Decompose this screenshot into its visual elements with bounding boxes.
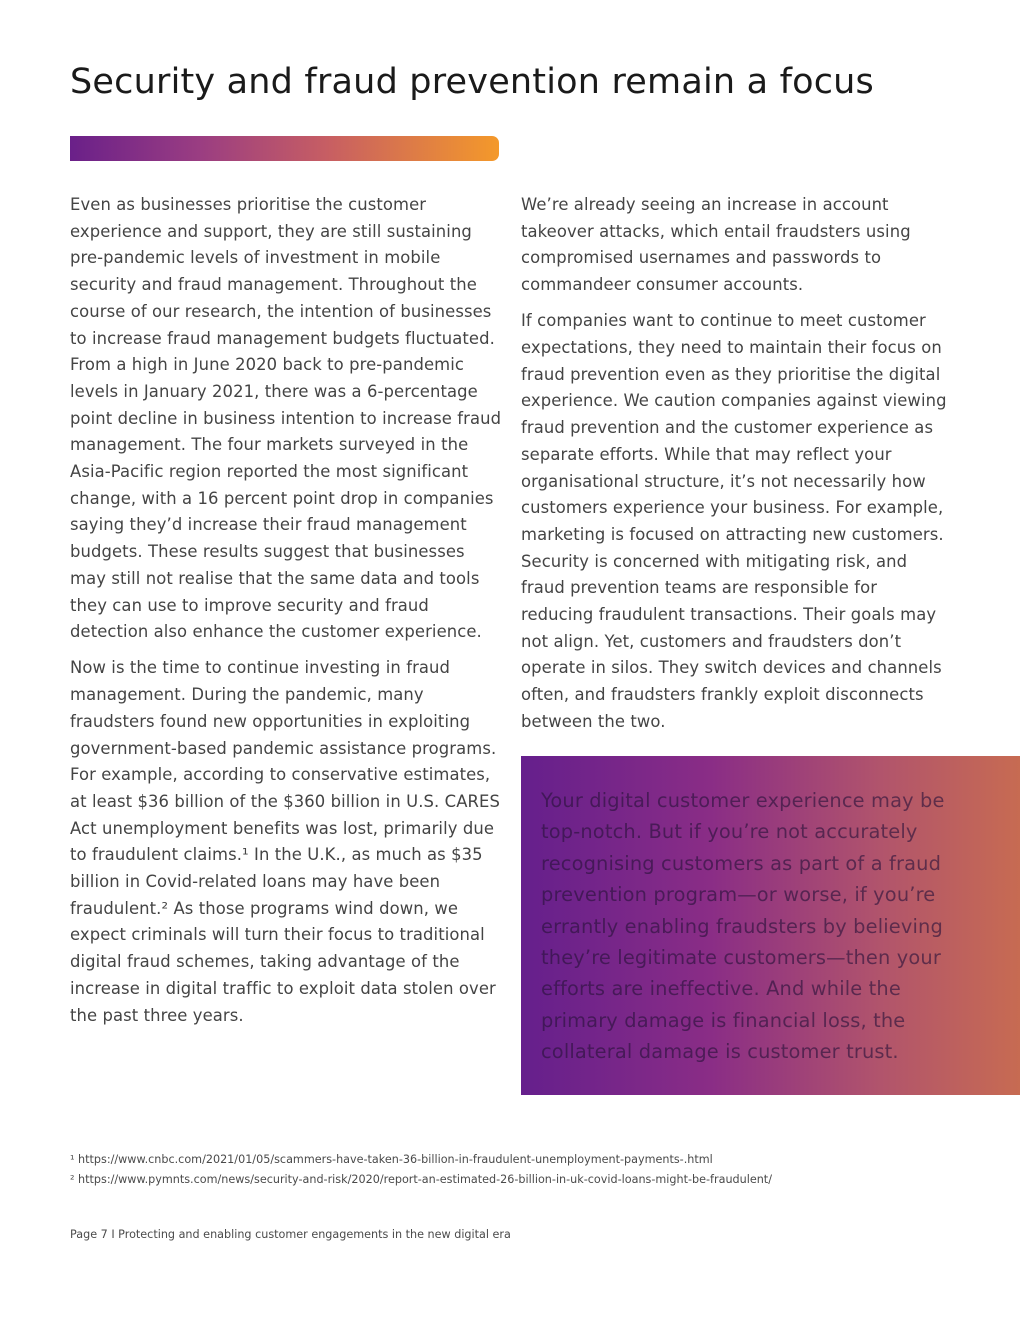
footnote: ² https://www.pymnts.com/news/security-and-risk/2020/report-an-estimated-26-billion-in-uk-covid-loans-might-be-fraudulent/ xyxy=(70,1173,772,1186)
footnote: ¹ https://www.cnbc.com/2021/01/05/scammers-have-taken-36-billion-in-fraudulent-unemployment-payments-.html xyxy=(70,1153,713,1166)
pull-quote-box xyxy=(521,756,1020,1095)
body-paragraph: Now is the time to continue investing in fraud management. During the pandemic, many fraudsters found new opportunities in exploiting government-based pandemic assistance programs. For example, according to conservative estimates, at least $36 billion of the $360 billion in U.S. CARES Act unemployment benefits was lost, primarily due to fraudulent claims.¹ In the U.K., as much as $35 billion in Covid-related loans may have been fraudulent.² As those programs wind down, we expect criminals will turn their focus to traditional digital fraud schemes, taking advantage of the increase in digital traffic to exploit data stolen over the past three years. xyxy=(70,658,500,1025)
pull-quote-text: Your digital customer experience may be top-notch. But if you’re not accurately recognising customers as part of a fraud prevention program—or worse, if you’re errantly enabling fraudsters by believing they’re legitimate customers—then your efforts are ineffective. And while the primary damage is financial loss, the collateral damage is customer trust. xyxy=(541,789,945,1064)
body-paragraph: We’re already seeing an increase in account takeover attacks, which entail fraudsters using compromised usernames and passwords to commandeer consumer accounts. xyxy=(521,195,911,295)
gradient-accent-bar xyxy=(70,136,499,161)
body-paragraph: Even as businesses prioritise the customer experience and support, they are still sustaining pre-pandemic levels of investment in mobile security and fraud management. Throughout the course of our research, the intention of businesses to increase fraud management budgets fluctuated. From a high in June 2020 back to pre-pandemic levels in January 2021, there was a 6-percentage point decline in business intention to increase fraud management. The four markets surveyed in the Asia-Pacific region reported the most significant change, with a 16 percent point drop in companies saying they’d increase their fraud management budgets. These results suggest that businesses may still not realise that the same data and tools they can use to improve security and fraud detection also enhance the customer experience. xyxy=(70,195,502,642)
footnotes xyxy=(70,1150,970,1190)
right-column xyxy=(521,192,953,745)
left-column xyxy=(70,192,502,1039)
page-title: Security and fraud prevention remain a focus xyxy=(70,62,874,102)
page-footer: Page 7 I Protecting and enabling customer engagements in the new digital era xyxy=(70,1228,511,1241)
body-paragraph: If companies want to continue to meet customer expectations, they need to maintain their focus on fraud prevention even as they prioritise the digital experience. We caution companies against viewing fraud prevention and the customer experience as separate efforts. While that may reflect your organisational structure, it’s not necessarily how customers experience your business. For example, marketing is focused on attracting new customers. Security is concerned with mitigating risk, and fraud prevention teams are responsible for reducing fraudulent transactions. Their goals may not align. Yet, customers and fraudsters don’t operate in silos. They switch devices and channels often, and fraudsters frankly exploit disconnects between the two. xyxy=(521,311,947,731)
